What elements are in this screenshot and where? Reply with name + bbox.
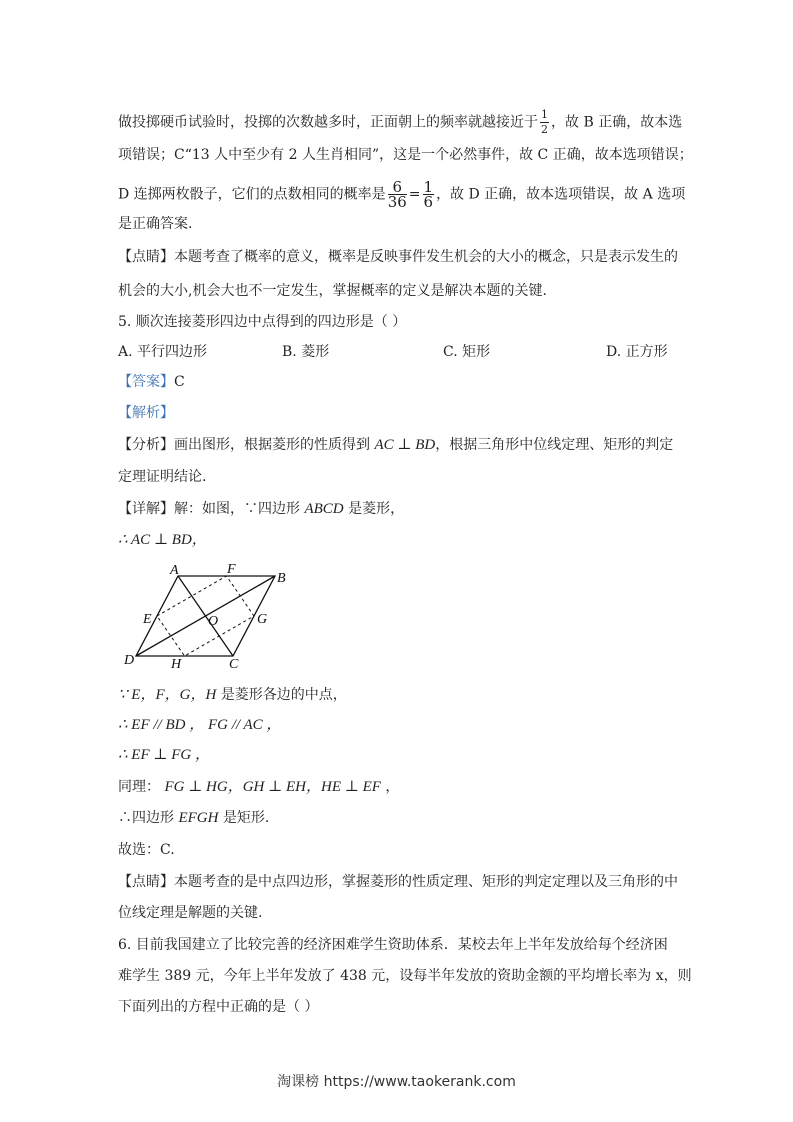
- question-line: 难学生 389 元，今年上半年发放了 438 元，设每半年发放的资助金额的平均增长率为 x，则: [118, 968, 692, 984]
- text: ，故 D 正确，故本选项错误，故 A 选项: [436, 186, 686, 203]
- fraction: [423, 180, 435, 209]
- text: D 连掷两枚骰子，它们的点数相同的概率是: [118, 186, 386, 203]
- option-a: A. 平行四边形: [118, 344, 208, 360]
- label-c: C: [229, 657, 239, 672]
- option-c: C. 矩形: [443, 344, 491, 360]
- text: ，故 B 正确，故本选: [551, 114, 683, 131]
- math: ∵ E，F，G，H: [118, 687, 217, 703]
- text-line: 是正确答案.: [118, 216, 193, 232]
- rhombus-diagram: [115, 558, 295, 676]
- label-e: E: [143, 612, 152, 627]
- text-line: [118, 108, 682, 137]
- label-d: D: [124, 653, 135, 668]
- option-d: D. 正方形: [606, 344, 668, 360]
- step-line: ∴ EF ⊥ FG ，: [118, 747, 210, 763]
- text: 做投掷硬币试验时，投掷的次数越多时，正面朝上的频率就越接近于: [118, 114, 538, 131]
- detail-line: [118, 500, 404, 518]
- label-o: O: [208, 614, 219, 629]
- text: ，根据三角形中位线定理、矩形的判定: [435, 437, 674, 453]
- label-g: G: [257, 612, 268, 627]
- fraction-numerator: 6: [388, 180, 407, 195]
- step-line: 故选：C.: [118, 842, 175, 858]
- text: 【详解】解：如图，∵四边形: [118, 501, 305, 517]
- text: 是菱形，: [343, 501, 405, 517]
- fraction-numerator: 1: [423, 178, 434, 196]
- label-h: H: [171, 657, 182, 672]
- step-line: ∴ AC ⊥ BD，: [118, 532, 207, 548]
- fraction: [540, 108, 549, 137]
- review-line: 【点睛】本题考查的是中点四边形，掌握菱形的性质定理、矩形的判定定理以及三角形的中: [118, 874, 678, 890]
- review-line: 位线定理是解题的关键.: [118, 905, 263, 921]
- label-a: A: [170, 563, 179, 578]
- fraction-denominator: 2: [541, 123, 548, 136]
- text-line: [118, 180, 685, 209]
- math: EFGH: [178, 810, 219, 826]
- fraction-denominator: 6: [423, 193, 434, 211]
- fraction: [388, 180, 407, 209]
- text: ，: [380, 779, 400, 795]
- label-f: F: [227, 562, 236, 577]
- math: ABCD: [304, 501, 344, 517]
- text: ∴四边形: [118, 810, 179, 826]
- review-line: 【点睛】本题考查了概率的意义，概率是反映事件发生机会的大小的概念，只是表示发生的: [118, 249, 678, 265]
- fraction-numerator: 1: [541, 108, 548, 121]
- label-b: B: [277, 571, 286, 586]
- text: 同理：: [118, 779, 165, 795]
- question-line: 6. 目前我国建立了比较完善的经济困难学生资助体系．某校去年上半年发放给每个经济困: [118, 937, 668, 953]
- review-line: 机会的大小,机会大也不一定发生，掌握概率的定义是解决本题的关键.: [118, 283, 547, 299]
- step-line: ∴ EF // BD ， FG // AC ，: [118, 717, 282, 733]
- answer-tag: 【答案】: [118, 374, 174, 390]
- option-b: B. 菱形: [282, 344, 330, 360]
- math: FG ⊥ HG，GH ⊥ EH，HE ⊥ EF: [164, 779, 381, 795]
- question-line: 下面列出的方程中正确的是（ ）: [118, 999, 319, 1015]
- step-line: [118, 686, 347, 704]
- step-line: [118, 809, 269, 827]
- equals-sign: =: [408, 186, 421, 203]
- text-line: 项错误；C“13 人中至少有 2 人生肖相同”，这是一个必然事件，故 C 正确，故本选项错误；: [118, 147, 693, 163]
- answer-line: [118, 373, 185, 391]
- analysis-tag: 【解析】: [118, 405, 174, 421]
- text: 是菱形各边的中点，: [216, 687, 347, 703]
- text: 是矩形.: [218, 810, 270, 826]
- answer-value: C: [174, 374, 185, 390]
- fraction-denominator: 36: [387, 193, 407, 211]
- step-line: [118, 778, 399, 796]
- text: 【分析】画出图形，根据菱形的性质得到: [118, 437, 375, 453]
- fenxi-line: [118, 436, 673, 454]
- footer-watermark: 淘课榜 https://www.taokerank.com: [277, 1074, 516, 1090]
- fenxi-line: 定理证明结论.: [118, 469, 207, 485]
- question-stem: 5. 顺次连接菱形四边中点得到的四边形是（ ）: [118, 314, 407, 330]
- math: AC ⊥ BD: [374, 437, 436, 453]
